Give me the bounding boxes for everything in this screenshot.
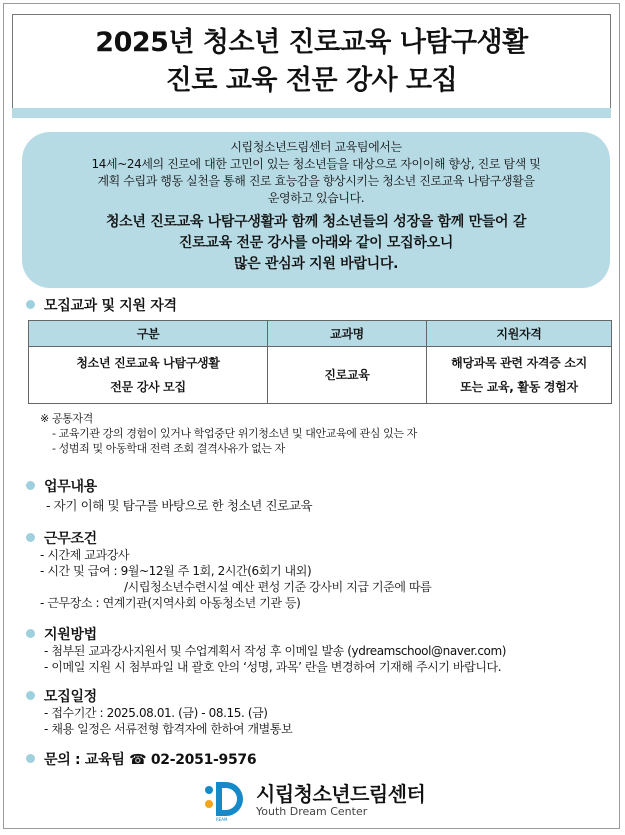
qualification-table (28, 320, 612, 404)
intro-paragraph-2 (22, 212, 610, 275)
intro-panel (22, 132, 610, 288)
common-item: - 교육기관 강의 경험이 있거나 학업중단 위기청소년 및 대안교육에 관심 있는 자 (52, 427, 417, 440)
cell-line: 또는 교육, 활동 경험자 (460, 380, 578, 394)
list-item: - 근무장소 : 연계기관(지역사회 아동청소년 기관 등) (40, 596, 301, 610)
section-heading-qualification (26, 295, 177, 315)
list-item: - 채용 일정은 서류전형 합격자에 한하여 개별통보 (44, 722, 293, 736)
conditions-list (40, 547, 431, 611)
intro-line: 많은 관심과 지원 바랍니다. (233, 256, 399, 272)
schedule-list (44, 705, 292, 737)
logo-subtitle: Youth Dream Center (256, 805, 368, 818)
table-row (29, 347, 612, 404)
intro-line: 진로교육 전문 강사를 아래와 같이 모집하오니 (178, 235, 454, 251)
poster-page (3, 3, 620, 829)
section-heading-text: 모집일정 (44, 689, 97, 705)
table-cell-subject: 진로교육 (268, 347, 427, 404)
section-heading-conditions (26, 528, 97, 548)
table-header: 교과명 (268, 321, 427, 347)
bullet-icon (26, 629, 35, 638)
bullet-icon (26, 754, 35, 763)
section-heading-schedule (26, 686, 97, 706)
cell-line: 청소년 진로교육 나탐구생활 (76, 356, 220, 370)
section-heading-duties (26, 476, 97, 496)
cell-line: 해당과목 관련 자격증 소지 (451, 356, 587, 370)
list-item: - 시간 및 급여 : 9월~12월 주 1회, 2시간(6회기 내외) (40, 564, 312, 578)
common-title: ※ 공통자격 (40, 412, 93, 425)
dream-logo-icon (204, 778, 248, 822)
table-header-row (29, 321, 612, 347)
list-item: - 이메일 지원 시 첨부파일 내 괄호 안의 ‘성명, 과목’ 란을 변경하여 기재해 주시기 바랍니다. (44, 660, 502, 674)
intro-line: 14세~24세의 진로에 대한 고민이 있는 청소년들을 대상으로 자이이해 향상, 진로 탐색 및 (91, 157, 541, 171)
list-item: - 자기 이해 및 탐구를 바탕으로 한 청소년 진로교육 (46, 498, 313, 513)
section-heading-text: 업무내용 (44, 479, 97, 495)
title-underbar (12, 108, 611, 118)
intro-line: 운영하고 있습니다. (267, 191, 365, 205)
title-box (12, 14, 611, 110)
logo-mark-text: REAM (216, 817, 228, 822)
bullet-icon (26, 533, 35, 542)
intro-line: 시립청소년드림센터 교육팀에서는 (230, 140, 402, 154)
list-item: - 접수기간 : 2025.08.01. (금) - 08.15. (금) (44, 706, 268, 720)
list-item: - 첨부된 교과강사지원서 및 수업계획서 작성 후 이메일 발송 (ydreamschool@naver.com) (44, 644, 507, 658)
table-cell-requirement (427, 347, 612, 404)
intro-line: 청소년 진로교육 나탐구생활과 함께 청소년들의 성장을 함께 만들어 갈 (105, 214, 527, 230)
common-item: - 성범죄 및 아동학대 전력 조회 결격사유가 없는 자 (52, 442, 285, 455)
list-item: /시립청소년수련시설 예산 편성 기준 강사비 지급 기준에 따름 (124, 580, 432, 594)
apply-list (44, 643, 506, 675)
intro-paragraph-1 (22, 139, 610, 207)
center-logo (204, 778, 444, 824)
section-heading-apply (26, 624, 97, 644)
table-header: 구분 (29, 321, 268, 347)
common-qualifications (40, 411, 417, 456)
intro-line: 계획 수립과 행동 실천을 통해 진로 효능감을 향상시키는 청소년 진로교육 나탐구생활을 (97, 174, 535, 188)
logo-name: 시립청소년드림센터 (256, 782, 426, 806)
list-item: - 시간제 교과강사 (40, 548, 130, 562)
section-heading-contact (26, 749, 256, 769)
contact-text: 문의 : 교육팀 ☎ 02-2051-9576 (44, 752, 257, 768)
bullet-icon (26, 691, 35, 700)
title-line-1: 2025년 청소년 진로교육 나탐구생활 (95, 27, 528, 58)
cell-line: 전문 강사 모집 (110, 380, 186, 394)
section-heading-text: 모집교과 및 지원 자격 (44, 298, 177, 314)
bullet-icon (26, 300, 35, 309)
table-header: 지원자격 (427, 321, 612, 347)
table-cell-category (29, 347, 268, 404)
title-line-2: 진로 교육 전문 강사 모집 (165, 65, 458, 96)
section-heading-text: 지원방법 (44, 627, 97, 643)
section-heading-text: 근무조건 (44, 531, 97, 547)
bullet-icon (26, 481, 35, 490)
duties-list (46, 498, 312, 514)
